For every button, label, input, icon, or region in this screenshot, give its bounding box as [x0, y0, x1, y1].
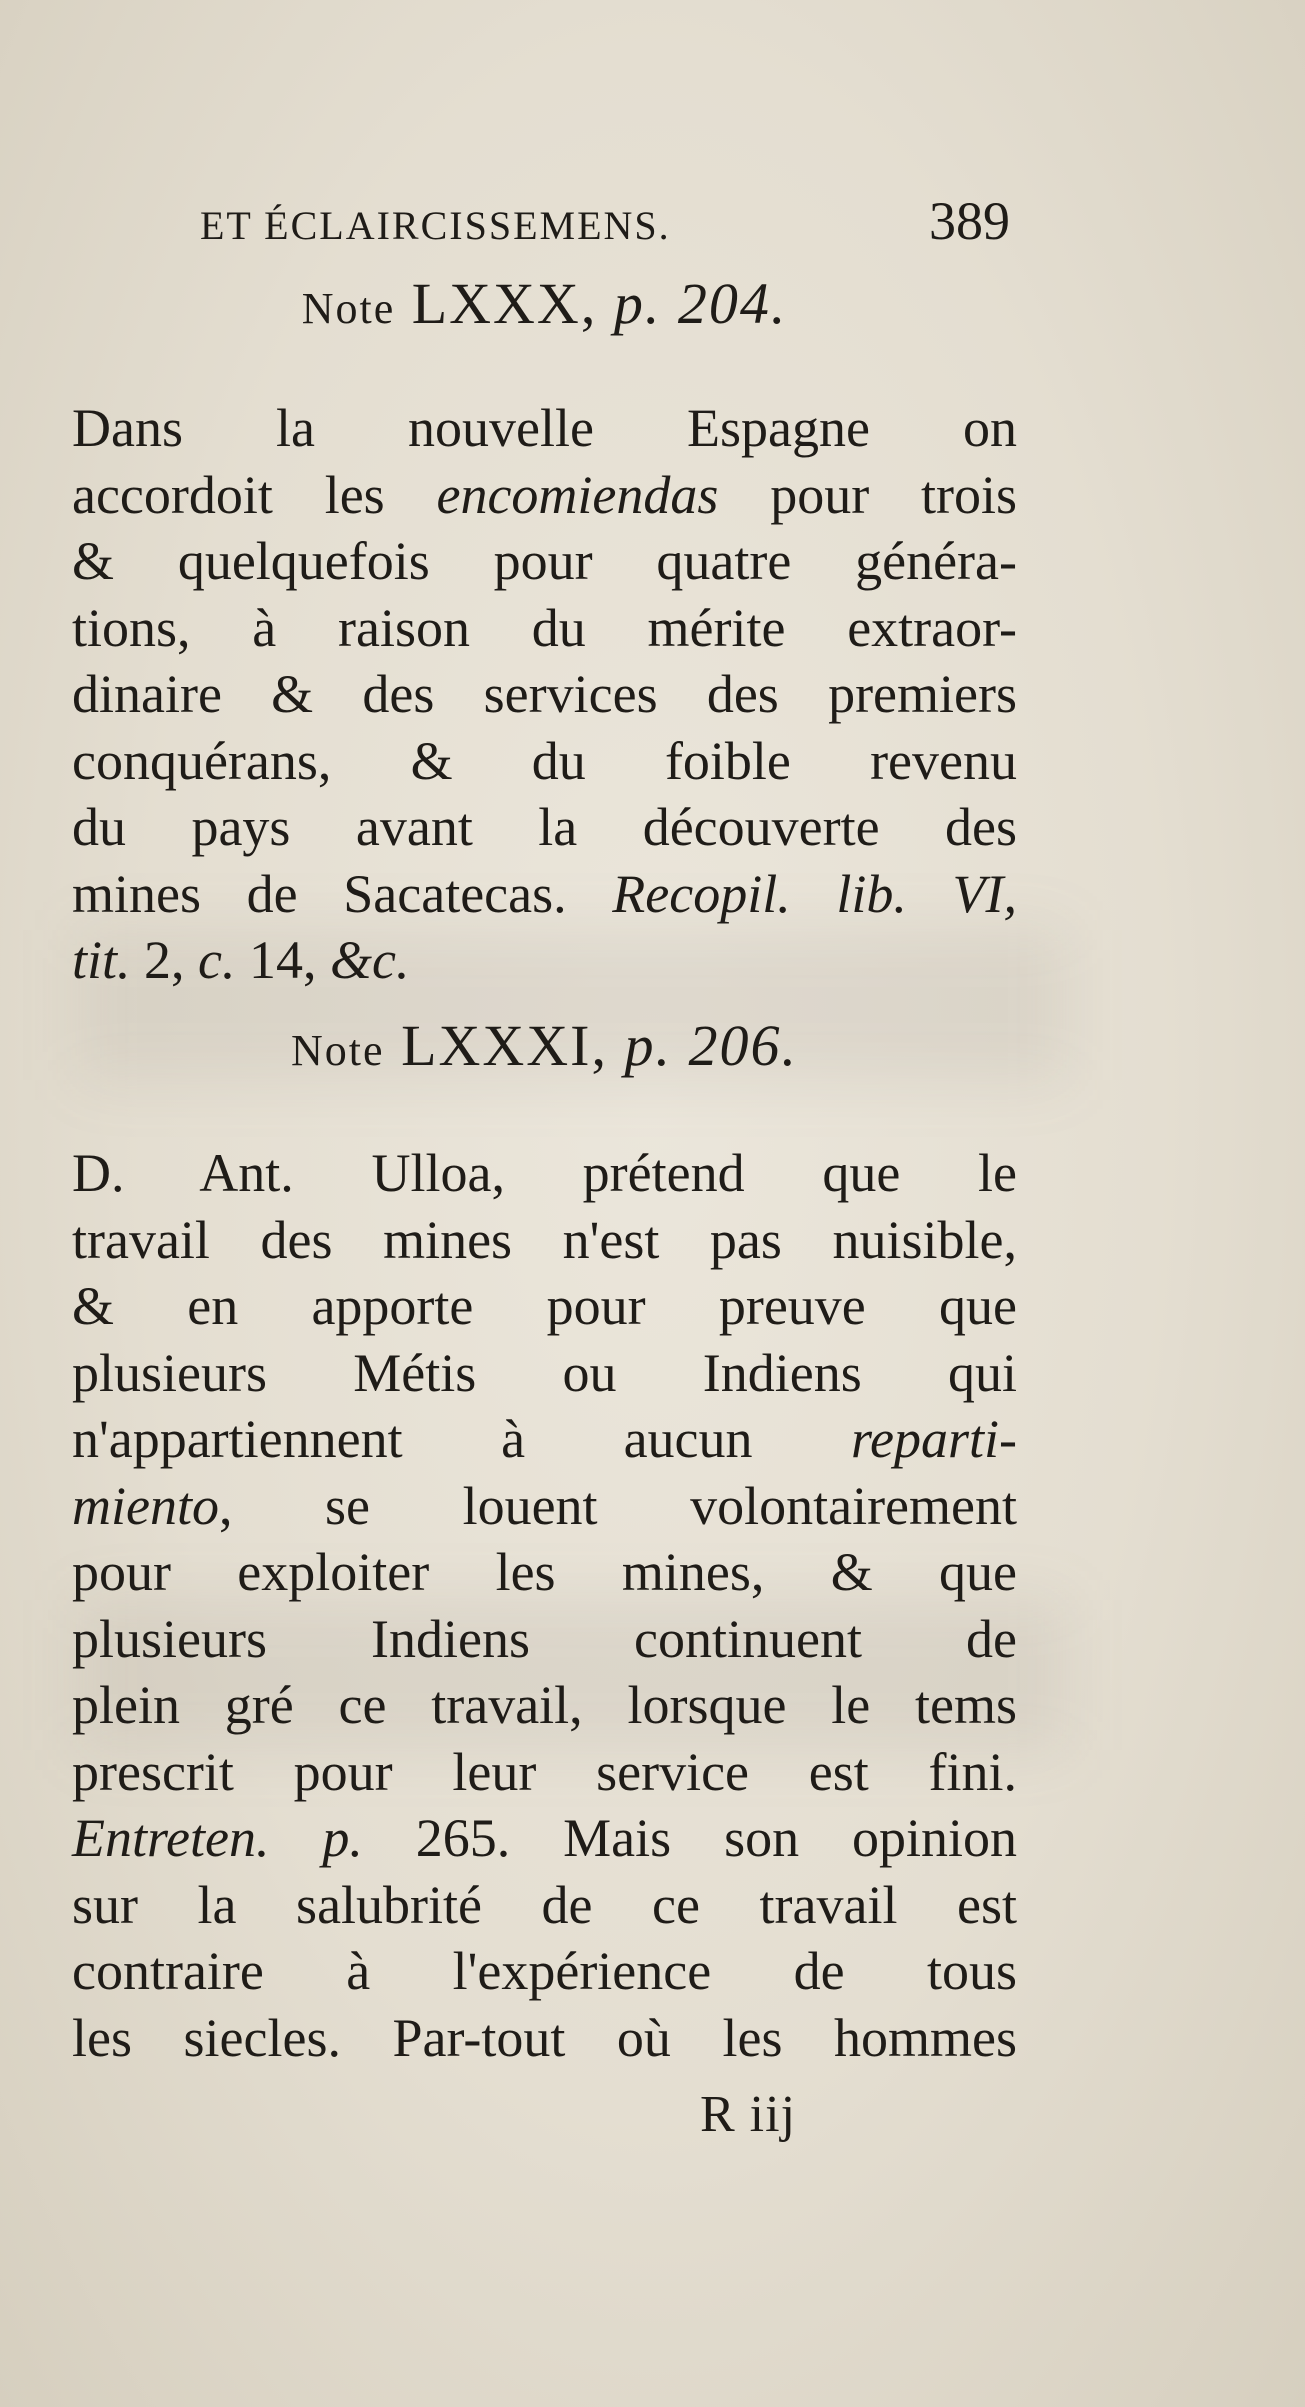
text-segment: 14, — [235, 930, 330, 990]
note-paragraph-2 — [72, 1140, 1017, 2071]
text-segment: sur la salubrité de ce travail est — [72, 1874, 1017, 1935]
text-line — [72, 661, 1017, 728]
text-segment: tions, à raison du mérite extraor- — [72, 597, 1017, 658]
text-line — [72, 2005, 1017, 2072]
text-line — [72, 1273, 1017, 1340]
italic-text: &c. — [329, 930, 410, 990]
text-line — [72, 861, 1017, 928]
text-segment: travail des mines n'est pas nuisible, — [72, 1209, 1017, 1270]
text-line — [72, 1539, 1017, 1606]
note-number: LXXX — [411, 271, 581, 336]
note-number: LXXXI — [401, 1013, 592, 1078]
text-segment: accordoit les — [72, 464, 437, 525]
note-paragraph-1 — [72, 395, 1017, 994]
text-segment: conquérans, & du foible revenu — [72, 730, 1017, 791]
text-segment: plein gré ce travail, lorsque le tems — [72, 1675, 1017, 1735]
italic-text: reparti- — [851, 1409, 1017, 1469]
text-segment: mines de Sacatecas. — [72, 863, 613, 924]
text-segment: n'appartiennent à aucun — [72, 1409, 852, 1469]
text-segment: , se louent volontairement — [218, 1475, 1017, 1536]
note-label: Note — [301, 284, 396, 333]
text-line — [72, 462, 1017, 529]
text-line — [72, 728, 1017, 795]
text-line — [72, 1672, 1017, 1739]
text-line — [72, 794, 1017, 861]
text-line — [72, 1207, 1017, 1274]
italic-text: Entreten. p. — [72, 1808, 363, 1868]
text-line — [72, 595, 1017, 662]
text-line — [72, 1739, 1017, 1806]
text-line — [72, 395, 1017, 462]
text-segment: & quelquefois pour quatre généra- — [72, 531, 1017, 591]
italic-text: tit. — [72, 930, 131, 990]
page-number: 389 — [929, 191, 1010, 251]
text-line — [72, 1406, 1017, 1473]
text-line — [72, 1606, 1017, 1673]
text-line — [72, 1805, 1017, 1872]
italic-text: c. — [198, 930, 236, 990]
note-heading-1: Note LXXX, p. 204. — [301, 271, 788, 336]
text-segment: plusieurs Indiens continuent de — [72, 1608, 1017, 1669]
text-line — [72, 927, 1017, 994]
signature-mark: R iij — [700, 2086, 797, 2143]
italic-text: encomiendas — [436, 464, 719, 525]
text-segment: Dans la nouvelle Espagne on — [72, 398, 1017, 458]
text-line — [72, 1340, 1017, 1407]
note-label: Note — [291, 1026, 385, 1075]
text-segment: du pays avant la découverte des — [72, 797, 1017, 857]
note-page-ref: p. 204. — [613, 271, 788, 336]
text-segment: dinaire & des services des premiers — [72, 664, 1017, 724]
running-header — [200, 190, 1010, 250]
text-line — [72, 1872, 1017, 1939]
text-segment: D. Ant. Ulloa, prétend que le — [72, 1143, 1017, 1203]
text-line — [72, 1473, 1017, 1540]
text-segment: 265. Mais son opinion — [362, 1808, 1017, 1868]
note-heading-2: Note LXXXI, p. 206. — [291, 1013, 798, 1078]
text-segment: pour exploiter les mines, & que — [72, 1542, 1017, 1602]
text-line — [72, 528, 1017, 595]
text-segment: pour trois — [718, 464, 1017, 525]
text-segment: prescrit pour leur service est fini. — [72, 1741, 1017, 1802]
text-segment: 2, — [130, 930, 199, 990]
italic-text: Recopil. lib. VI, — [612, 863, 1017, 924]
note-page-ref: p. 206. — [624, 1013, 798, 1078]
text-segment: contraire à l'expérience de tous — [72, 1941, 1017, 2001]
italic-text: miento — [72, 1475, 219, 1536]
text-segment: les siecles. Par-tout où les hommes — [72, 2007, 1017, 2068]
text-line — [72, 1140, 1017, 1207]
text-segment: plusieurs Métis ou Indiens qui — [72, 1342, 1017, 1403]
text-line — [72, 1938, 1017, 2005]
running-title: ET ÉCLAIRCISSEMENS. — [200, 203, 671, 248]
text-segment: & en apporte pour preuve que — [72, 1276, 1017, 1336]
